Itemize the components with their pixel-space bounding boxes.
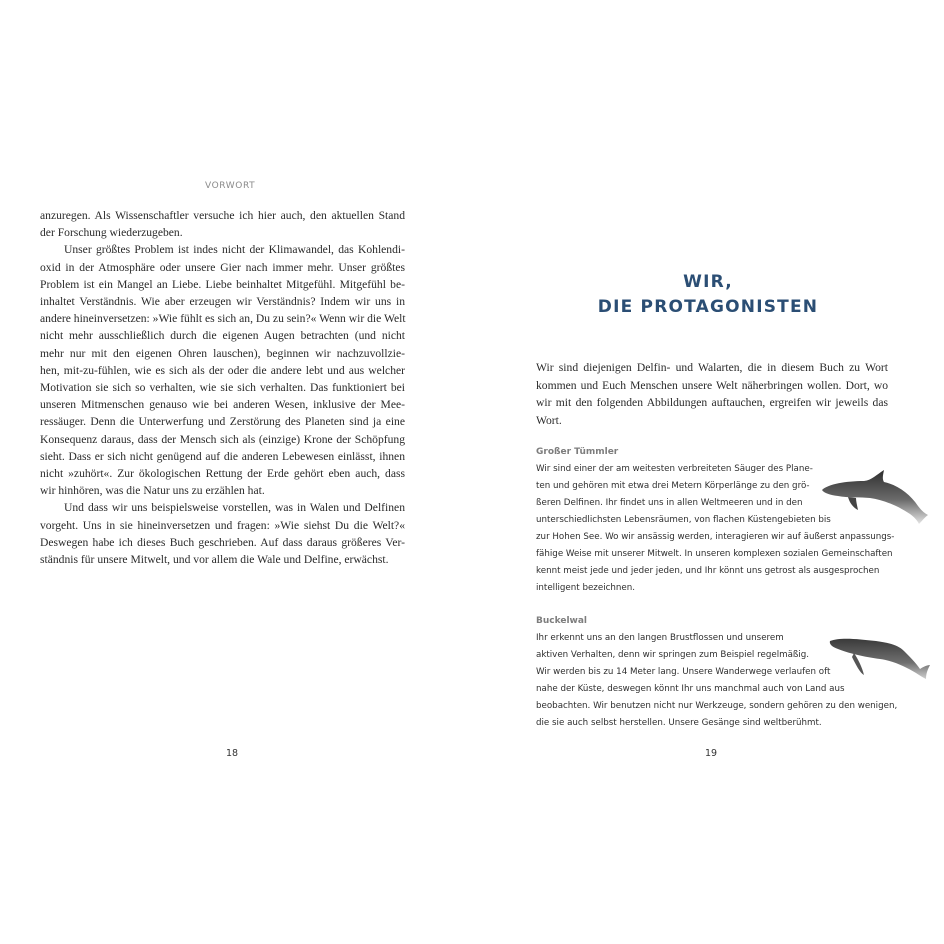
text-line: nicht mehr ausschließlich durch die eigenen Augen betrachten (und nicht [40,329,405,343]
running-head: VORWORT [205,181,256,191]
text-line: die sie auch selbst herstellen. Unsere Gesänge sind weltberühmt. [536,718,822,728]
text-line: Konsequenz daraus, dass der Mensch sich als (einzige) Krone der Schöpfung [40,432,405,446]
text-line: ständnis für unsere Mitwelt, und vor allem die Wale und Delfine, erwächst. [40,553,389,567]
intro-paragraph [536,359,888,429]
text-line: anzuregen. Als Wissenschaftler versuche ich hier auch, den aktuellen Stand [40,209,405,222]
text-line: Wort. [536,413,562,427]
chapter-title-line: DIE PROTAGONISTEN [597,297,819,317]
text-line: nahe der Küste, deswegen könnt Ihr uns manchmal auch von Land aus [536,684,845,694]
text-line: aktiven Verhalten, denn wir springen zum Beispiel regelmäßig. [536,650,810,660]
text-line: Wir werden bis zu 14 Meter lang. Unsere Wanderwege verlaufen oft [536,667,831,677]
page-number: 19 [705,748,718,759]
text-line: sieht. Dass er sich nicht genügend auf die anderen Lebewesen einlässt, ihnen [40,449,405,463]
dolphin-illustration [818,466,932,526]
humpback-whale-illustration [824,627,932,683]
species-title: Buckelwal [536,616,588,626]
text-line: andere hineinversetzen: »Wie fühlt es sich an, Du zu sein?« Wenn wir die Welt [40,312,406,326]
text-line: Ihr erkennt uns an den langen Brustflossen und unserem [536,633,784,643]
body-text [40,207,405,568]
text-line: unterschiedlichsten Lebensräumen, von flachen Küstengebieten bis [536,515,831,525]
page-number: 18 [226,748,239,759]
text-line: vorgeht. Uns in sie hineinversetzen und fragen: »Wie siehst Du die Welt?« [40,518,405,532]
right-page [472,0,944,944]
text-line: Wir sind diejenigen Delfin- und Walarten, die in diesem Buch zu Wort [536,361,888,374]
species-entry-bottlenose-dolphin [536,444,895,597]
text-line: Und dass wir uns beispielsweise vorstellen, was in Walen und Delfinen [64,501,405,515]
text-line: kommen und Euch Menschen unsere Welt näherbringen wollen. Dort, wo [536,378,888,392]
text-line: Motivation sie sich so verhalten, wie sie sich verhalten. Das funktioniert bei [40,381,405,395]
chapter-title [472,270,944,320]
text-line: oxid in der Atmosphäre oder unsere Gier nach immer mehr. Unser größtes [40,260,405,274]
text-line: ßeren Delfinen. Ihr findet uns in allen Weltmeeren und in den [536,498,803,508]
text-line: kennt meist jede und jeder jeden, und Ihr könnt uns getrost als ausgesprochen [536,566,880,576]
chapter-title-line: WIR, [683,272,733,292]
text-line: mehr nur mit den eigenen Ohren lauschen), beginnen wir nachzuvollzie- [40,346,405,360]
text-line: zur Hohen See. Wo wir ansässig werden, interagieren wir auf äußerst anpassungs- [536,532,895,542]
text-line: beobachten. Wir benutzen nicht nur Werkzeuge, sondern gehören zu den wenigen, [536,701,898,711]
text-line: Unser größtes Problem ist indes nicht der Klimawandel, das Kohlendi- [64,243,405,257]
text-line: hen, mit-zu-fühlen, wie es sich als der oder die andere lebt und aus welcher [40,363,405,377]
text-line: nicht »zuhört«. Zur ökologischen Rettung der Erde gehört eben auch, dass [40,467,405,481]
text-line: der Forschung wiederzugeben. [40,226,183,240]
text-line: wir mit den folgenden Abbildungen auftauchen, ergreifen wir jeweils das [536,396,888,410]
text-line: ten und gehören mit etwa drei Metern Körperlänge zu den grö- [536,481,810,491]
text-line: fähige Weise mit unserer Mitwelt. In unseren komplexen sozialen Gemeinschaften [536,549,893,559]
text-line: ressäuger. Denn die Unterwerfung und Zerstörung des Planeten sind ja eine [40,415,405,429]
text-line: intelligent bezeichnen. [536,583,636,593]
text-line: Problem ist ein Mangel an Liebe. Liebe beinhaltet Mitgefühl. Mitgefühl be- [40,277,405,291]
species-title: Großer Tümmler [536,447,619,457]
text-line: inhaltet Verständnis. Wie aber erzeugen wir Verständnis? Indem wir uns in [40,295,405,309]
text-line: Wir sind einer der am weitesten verbreiteten Säuger des Plane- [536,464,813,474]
text-line: unseren Mitmenschen genauso wie bei anderen Wesen, inklusive der Mee- [40,398,405,412]
text-line: Deswegen habe ich dieses Buch geschrieben. Auf dass daraus größeres Ver- [40,535,405,549]
text-line: wir hinhören, was die Natur uns zu erzählen hat. [40,484,265,498]
